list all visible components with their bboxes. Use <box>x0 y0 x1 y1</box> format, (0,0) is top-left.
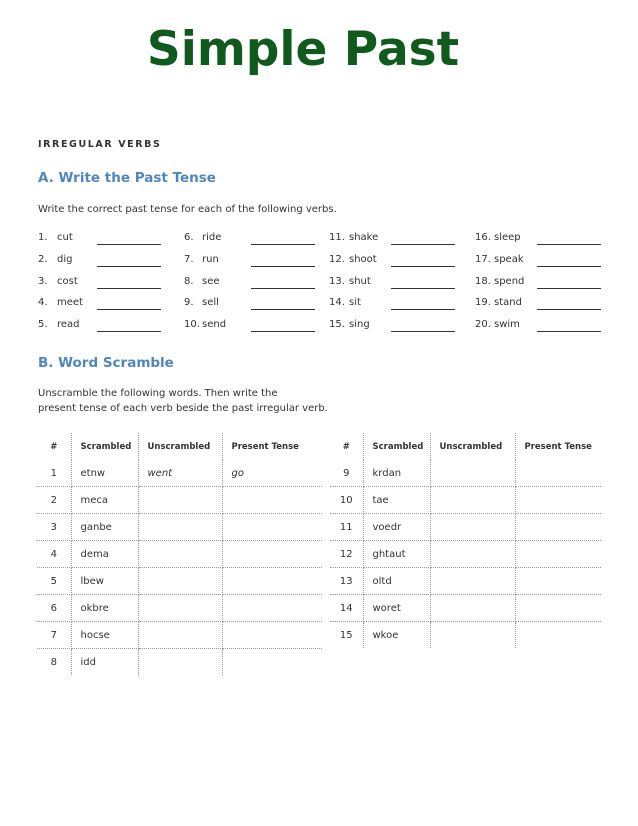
verb-number: 3. <box>38 275 48 287</box>
verb-item <box>38 229 178 247</box>
scrambled-word: idd <box>71 649 138 676</box>
scrambled-word: tae <box>363 487 430 514</box>
verb-item <box>329 273 469 291</box>
verb-word: swim <box>494 319 520 331</box>
present-tense-answer[interactable] <box>515 514 601 541</box>
answer-blank[interactable] <box>537 331 601 332</box>
verb-word: sleep <box>494 232 521 243</box>
answer-blank[interactable] <box>391 288 455 289</box>
verb-word: read <box>57 319 80 331</box>
scrambled-word: voedr <box>363 514 430 541</box>
unscrambled-answer[interactable] <box>430 622 515 649</box>
verb-number: 13. <box>329 275 345 287</box>
verb-number: 9. <box>184 297 194 309</box>
row-number: 1 <box>37 460 71 487</box>
header-present-tense: Present Tense <box>524 441 592 452</box>
verb-word: sit <box>349 297 361 309</box>
verb-item <box>475 229 615 247</box>
verb-item <box>475 294 615 312</box>
verb-number: 8. <box>184 275 194 287</box>
table-row <box>330 622 601 649</box>
present-tense-answer[interactable] <box>222 595 322 622</box>
scrambled-word: hocse <box>71 622 138 649</box>
answer-blank[interactable] <box>391 331 455 332</box>
scrambled-word: okbre <box>71 595 138 622</box>
verb-number: 10. <box>184 319 200 331</box>
verb-word: speak <box>494 253 524 265</box>
unscrambled-answer[interactable] <box>138 568 222 595</box>
scrambled-word: etnw <box>71 460 138 487</box>
verb-word: sing <box>349 319 370 331</box>
scramble-table-left <box>37 433 322 675</box>
part-b-instruction <box>38 386 328 416</box>
unscrambled-answer[interactable] <box>138 541 222 568</box>
scrambled-word: dema <box>71 541 138 568</box>
header-unscrambled: Unscrambled <box>430 433 515 460</box>
answer-blank[interactable] <box>391 309 455 310</box>
verb-number: 14. <box>329 297 345 309</box>
verb-row <box>38 229 604 251</box>
answer-blank[interactable] <box>97 288 161 289</box>
verb-item <box>184 294 324 312</box>
verb-item <box>475 316 615 334</box>
verb-row <box>38 251 604 273</box>
verb-item <box>184 229 324 247</box>
verb-item <box>184 251 324 269</box>
answer-blank[interactable] <box>251 309 315 310</box>
verb-word: shoot <box>349 253 377 265</box>
verb-item <box>38 316 178 334</box>
answer-blank[interactable] <box>97 331 161 332</box>
unscrambled-answer[interactable] <box>138 622 222 649</box>
answer-blank[interactable] <box>537 288 601 289</box>
worksheet-subtitle: IRREGULAR VERBS <box>38 139 162 150</box>
verb-word: ride <box>202 232 222 243</box>
verb-number: 7. <box>184 253 194 265</box>
answer-blank[interactable] <box>537 266 601 267</box>
table-row <box>330 460 601 487</box>
header-scrambled: Scrambled <box>363 433 430 460</box>
unscrambled-answer[interactable]: went <box>138 460 222 487</box>
answer-blank[interactable] <box>391 266 455 267</box>
present-tense-answer[interactable] <box>515 568 601 595</box>
verb-item <box>329 316 469 334</box>
row-number: 14 <box>330 595 363 622</box>
unscrambled-answer[interactable] <box>430 460 515 487</box>
row-number: 11 <box>330 514 363 541</box>
page-title: Simple Past <box>146 22 460 77</box>
row-number: 3 <box>37 514 71 541</box>
present-tense-answer[interactable] <box>222 568 322 595</box>
verb-number: 17. <box>475 253 491 265</box>
present-tense-answer[interactable] <box>222 649 322 676</box>
answer-blank[interactable] <box>97 244 161 245</box>
verb-number: 15. <box>329 319 345 331</box>
verb-number: 6. <box>184 232 194 243</box>
present-tense-answer[interactable] <box>222 514 322 541</box>
table-row <box>330 595 601 622</box>
row-number: 15 <box>330 622 363 649</box>
unscrambled-answer[interactable] <box>430 514 515 541</box>
verb-word: sell <box>202 297 219 309</box>
verb-number: 2. <box>38 253 48 265</box>
verb-number: 16. <box>475 232 491 243</box>
present-tense-answer[interactable] <box>515 595 601 622</box>
answer-blank[interactable] <box>537 309 601 310</box>
part-a-heading: A. Write the Past Tense <box>38 170 216 186</box>
verb-item <box>329 251 469 269</box>
verb-row <box>38 294 604 316</box>
row-number: 10 <box>330 487 363 514</box>
table-row <box>37 487 322 514</box>
verb-item <box>38 251 178 269</box>
scrambled-word: lbew <box>71 568 138 595</box>
header-present-tense: Present Tense <box>231 441 299 452</box>
answer-blank[interactable] <box>251 288 315 289</box>
present-tense-answer[interactable] <box>515 487 601 514</box>
unscrambled-answer[interactable] <box>138 487 222 514</box>
verb-item <box>475 251 615 269</box>
scrambled-word: ganbe <box>71 514 138 541</box>
table-row <box>330 487 601 514</box>
verb-row <box>38 316 604 338</box>
unscrambled-answer[interactable] <box>430 568 515 595</box>
part-b-instruction-line-1: Unscramble the following words. Then write the <box>38 388 278 399</box>
scrambled-word: wkoe <box>363 622 430 649</box>
table-row <box>37 568 322 595</box>
verb-item <box>38 294 178 312</box>
unscrambled-answer[interactable] <box>430 595 515 622</box>
verb-item <box>184 273 324 291</box>
row-number: 4 <box>37 541 71 568</box>
verb-item <box>38 273 178 291</box>
row-number: 9 <box>330 460 363 487</box>
verb-item <box>184 316 324 334</box>
unscrambled-answer[interactable] <box>138 514 222 541</box>
present-tense-answer[interactable] <box>222 541 322 568</box>
verb-number: 1. <box>38 232 48 243</box>
verb-word: send <box>202 319 227 331</box>
present-tense-answer[interactable] <box>222 487 322 514</box>
row-number: 8 <box>37 649 71 676</box>
scrambled-word: ghtaut <box>363 541 430 568</box>
verb-row <box>38 273 604 295</box>
verb-word: run <box>202 253 219 265</box>
verb-number: 11. <box>329 232 345 243</box>
verb-number: 4. <box>38 297 48 309</box>
answer-blank[interactable] <box>251 331 315 332</box>
answer-blank[interactable] <box>97 266 161 267</box>
unscrambled-answer[interactable] <box>430 487 515 514</box>
verb-word: shut <box>349 275 371 287</box>
verb-item <box>329 229 469 247</box>
scrambled-word: krdan <box>363 460 430 487</box>
present-tense-answer[interactable]: go <box>222 460 322 487</box>
header-unscrambled: Unscrambled <box>138 433 222 460</box>
table-row <box>37 541 322 568</box>
verb-word: cut <box>57 232 73 243</box>
verb-grid <box>38 229 604 338</box>
header-number: # <box>330 433 363 460</box>
row-number: 6 <box>37 595 71 622</box>
verb-word: meet <box>57 297 83 309</box>
table-row <box>330 568 601 595</box>
verb-item <box>475 273 615 291</box>
row-number: 2 <box>37 487 71 514</box>
scrambled-word: woret <box>363 595 430 622</box>
verb-number: 5. <box>38 319 48 331</box>
row-number: 13 <box>330 568 363 595</box>
answer-blank[interactable] <box>391 244 455 245</box>
table-row <box>37 514 322 541</box>
part-b-heading: B. Word Scramble <box>38 355 174 371</box>
scramble-table-right <box>330 433 601 648</box>
scrambled-word: meca <box>71 487 138 514</box>
answer-blank[interactable] <box>251 244 315 245</box>
scrambled-word: oltd <box>363 568 430 595</box>
table-row <box>330 541 601 568</box>
present-tense-answer[interactable] <box>515 622 601 649</box>
part-b-instruction-line-2: present tense of each verb beside the past irregular verb. <box>38 403 328 414</box>
table-row <box>37 622 322 649</box>
verb-number: 12. <box>329 253 345 265</box>
row-number: 12 <box>330 541 363 568</box>
part-a-instruction: Write the correct past tense for each of the following verbs. <box>38 204 337 215</box>
present-tense-answer[interactable] <box>222 622 322 649</box>
unscrambled-answer[interactable] <box>430 541 515 568</box>
row-number: 5 <box>37 568 71 595</box>
table-row <box>37 460 322 487</box>
verb-word: shake <box>349 232 379 243</box>
table-header-row <box>330 433 601 460</box>
answer-blank[interactable] <box>97 309 161 310</box>
table-row <box>37 595 322 622</box>
unscrambled-answer[interactable] <box>138 649 222 676</box>
verb-number: 19. <box>475 297 491 309</box>
verb-word: spend <box>494 275 525 287</box>
verb-number: 20. <box>475 319 491 331</box>
table-header-row <box>37 433 322 460</box>
verb-word: cost <box>57 275 78 287</box>
row-number: 7 <box>37 622 71 649</box>
unscrambled-answer[interactable] <box>138 595 222 622</box>
header-scrambled: Scrambled <box>71 433 138 460</box>
answer-blank[interactable] <box>537 244 601 245</box>
table-row <box>37 649 322 676</box>
verb-word: dig <box>57 253 73 265</box>
answer-blank[interactable] <box>251 266 315 267</box>
verb-number: 18. <box>475 275 491 287</box>
verb-word: stand <box>494 297 522 309</box>
table-row <box>330 514 601 541</box>
present-tense-answer[interactable] <box>515 541 601 568</box>
present-tense-answer[interactable] <box>515 460 601 487</box>
verb-word: see <box>202 275 220 287</box>
header-number: # <box>37 433 71 460</box>
verb-item <box>329 294 469 312</box>
